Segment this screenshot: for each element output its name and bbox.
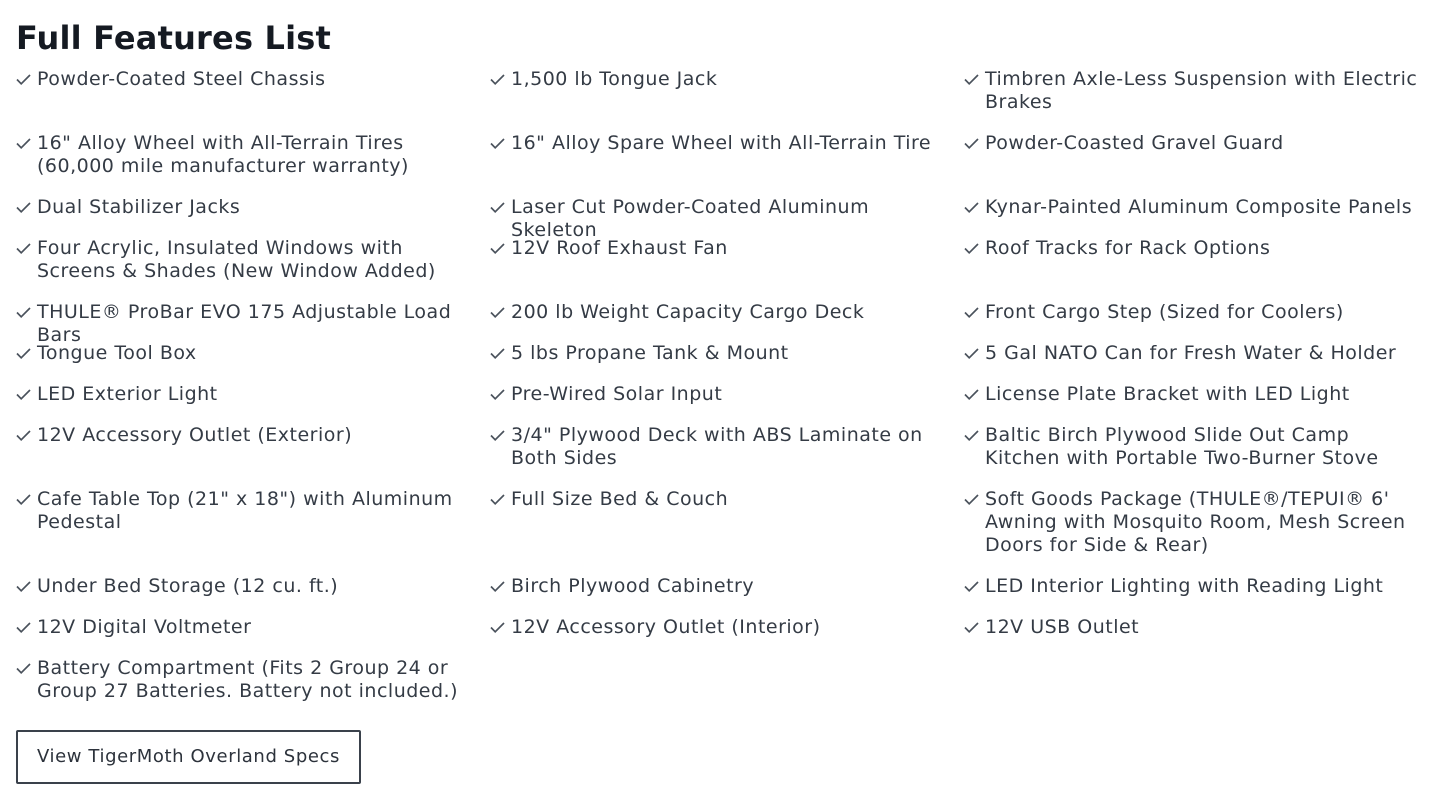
- check-icon: [964, 132, 980, 155]
- feature-item: [490, 68, 964, 132]
- feature-item: [490, 657, 964, 703]
- check-icon: [964, 68, 980, 91]
- feature-item: [490, 342, 964, 383]
- feature-item: [964, 301, 1438, 342]
- feature-label: LED Exterior Light: [37, 383, 218, 405]
- feature-item: [490, 237, 964, 301]
- check-icon: [964, 488, 980, 511]
- check-icon: [964, 196, 980, 219]
- check-icon: [490, 488, 506, 511]
- check-icon: [490, 616, 506, 639]
- check-icon: [964, 342, 980, 365]
- feature-label: Tongue Tool Box: [37, 342, 197, 364]
- feature-label: 16" Alloy Spare Wheel with All-Terrain Tire: [511, 132, 932, 154]
- feature-item: [964, 616, 1438, 657]
- feature-label: 12V Digital Voltmeter: [37, 616, 252, 638]
- feature-label: License Plate Bracket with LED Light: [985, 383, 1350, 405]
- feature-label: Soft Goods Package (THULE®/TEPUI® 6' Awning with Mosquito Room, Mesh Screen Doors for Side & Rear): [985, 488, 1406, 556]
- feature-label: Cafe Table Top (21" x 18") with Aluminum Pedestal: [37, 488, 453, 533]
- check-icon: [16, 301, 32, 324]
- feature-row: [16, 68, 1436, 132]
- feature-item: [490, 301, 964, 342]
- page-title: Full Features List: [16, 19, 332, 57]
- check-icon: [964, 424, 980, 447]
- feature-row: [16, 301, 1436, 346]
- feature-row: [16, 196, 1436, 241]
- check-icon: [964, 383, 980, 406]
- feature-row: [16, 132, 1436, 196]
- feature-label: LED Interior Lighting with Reading Light: [985, 575, 1384, 597]
- check-icon: [490, 342, 506, 365]
- feature-label: 16" Alloy Wheel with All-Terrain Tires (60,000 mile manufacturer warranty): [37, 132, 409, 177]
- check-icon: [16, 196, 32, 219]
- feature-label: 12V Roof Exhaust Fan: [511, 237, 728, 259]
- feature-item: [490, 196, 964, 241]
- check-icon: [16, 342, 32, 365]
- check-icon: [964, 575, 980, 598]
- feature-item: [16, 342, 490, 383]
- feature-row: [16, 575, 1436, 616]
- feature-label: THULE® ProBar EVO 175 Adjustable Load Bars: [37, 301, 452, 346]
- feature-label: 12V USB Outlet: [985, 616, 1140, 638]
- feature-item: [16, 575, 490, 616]
- feature-label: Full Size Bed & Couch: [511, 488, 729, 510]
- feature-item: [16, 301, 490, 346]
- feature-item: [964, 68, 1438, 132]
- feature-item: [964, 342, 1438, 383]
- feature-item: [16, 657, 490, 703]
- feature-label: Powder-Coated Steel Chassis: [37, 68, 326, 90]
- feature-item: [490, 132, 964, 196]
- feature-item: [490, 424, 964, 488]
- check-icon: [16, 488, 32, 511]
- feature-item: [964, 196, 1438, 237]
- check-icon: [490, 132, 506, 155]
- feature-label: 200 lb Weight Capacity Cargo Deck: [511, 301, 865, 323]
- feature-label: Under Bed Storage (12 cu. ft.): [37, 575, 339, 597]
- feature-row: [16, 342, 1436, 383]
- check-icon: [16, 657, 32, 680]
- feature-label: Pre-Wired Solar Input: [511, 383, 723, 405]
- check-icon: [964, 237, 980, 260]
- feature-label: Four Acrylic, Insulated Windows with Screens & Shades (New Window Added): [37, 237, 436, 282]
- feature-row: [16, 424, 1436, 488]
- feature-label: Powder-Coasted Gravel Guard: [985, 132, 1284, 154]
- feature-row: [16, 616, 1436, 657]
- check-icon: [16, 68, 32, 91]
- feature-label: 5 Gal NATO Can for Fresh Water & Holder: [985, 342, 1397, 364]
- feature-label: Laser Cut Powder-Coated Aluminum Skeleton: [511, 196, 870, 241]
- feature-label: Dual Stabilizer Jacks: [37, 196, 241, 218]
- check-icon: [490, 575, 506, 598]
- feature-label: 5 lbs Propane Tank & Mount: [511, 342, 789, 364]
- feature-row: [16, 237, 1436, 301]
- feature-label: Roof Tracks for Rack Options: [985, 237, 1271, 259]
- feature-label: 3/4" Plywood Deck with ABS Laminate on Both Sides: [511, 424, 923, 469]
- check-icon: [16, 575, 32, 598]
- check-icon: [16, 383, 32, 406]
- check-icon: [964, 616, 980, 639]
- feature-item: [964, 424, 1438, 488]
- check-icon: [16, 424, 32, 447]
- check-icon: [490, 424, 506, 447]
- feature-label: Kynar-Painted Aluminum Composite Panels: [985, 196, 1413, 218]
- features-grid: [16, 68, 1436, 703]
- check-icon: [16, 616, 32, 639]
- feature-label: 12V Accessory Outlet (Interior): [511, 616, 821, 638]
- feature-label: Front Cargo Step (Sized for Coolers): [985, 301, 1344, 323]
- feature-item: [16, 424, 490, 488]
- feature-label: Battery Compartment (Fits 2 Group 24 or Group 27 Batteries. Battery not included.): [37, 657, 458, 702]
- feature-item: [964, 575, 1438, 616]
- feature-row: [16, 383, 1436, 424]
- feature-row: [16, 657, 1436, 703]
- feature-item: [964, 237, 1438, 301]
- feature-label: 1,500 lb Tongue Jack: [511, 68, 718, 90]
- feature-label: 12V Accessory Outlet (Exterior): [37, 424, 353, 446]
- feature-item: [490, 575, 964, 616]
- feature-item: [964, 383, 1438, 424]
- feature-item: [490, 383, 964, 424]
- feature-item: [964, 132, 1438, 196]
- feature-item: [16, 383, 490, 424]
- feature-item: [16, 237, 490, 301]
- feature-item: [16, 616, 490, 657]
- feature-item: [16, 68, 490, 132]
- check-icon: [490, 301, 506, 324]
- feature-item: [490, 616, 964, 657]
- check-icon: [964, 301, 980, 324]
- feature-item: [964, 488, 1438, 575]
- feature-item: [16, 132, 490, 196]
- feature-label: Birch Plywood Cabinetry: [511, 575, 755, 597]
- feature-row: [16, 488, 1436, 575]
- feature-item: [964, 657, 1438, 703]
- feature-label: Baltic Birch Plywood Slide Out Camp Kitchen with Portable Two-Burner Stove: [985, 424, 1379, 469]
- check-icon: [16, 237, 32, 260]
- view-specs-button[interactable]: View TigerMoth Overland Specs: [16, 730, 361, 784]
- check-icon: [490, 196, 506, 219]
- check-icon: [16, 132, 32, 155]
- check-icon: [490, 68, 506, 91]
- feature-item: [16, 488, 490, 575]
- check-icon: [490, 237, 506, 260]
- feature-item: [490, 488, 964, 575]
- feature-label: Timbren Axle-Less Suspension with Electric Brakes: [985, 68, 1418, 113]
- feature-item: [16, 196, 490, 237]
- check-icon: [490, 383, 506, 406]
